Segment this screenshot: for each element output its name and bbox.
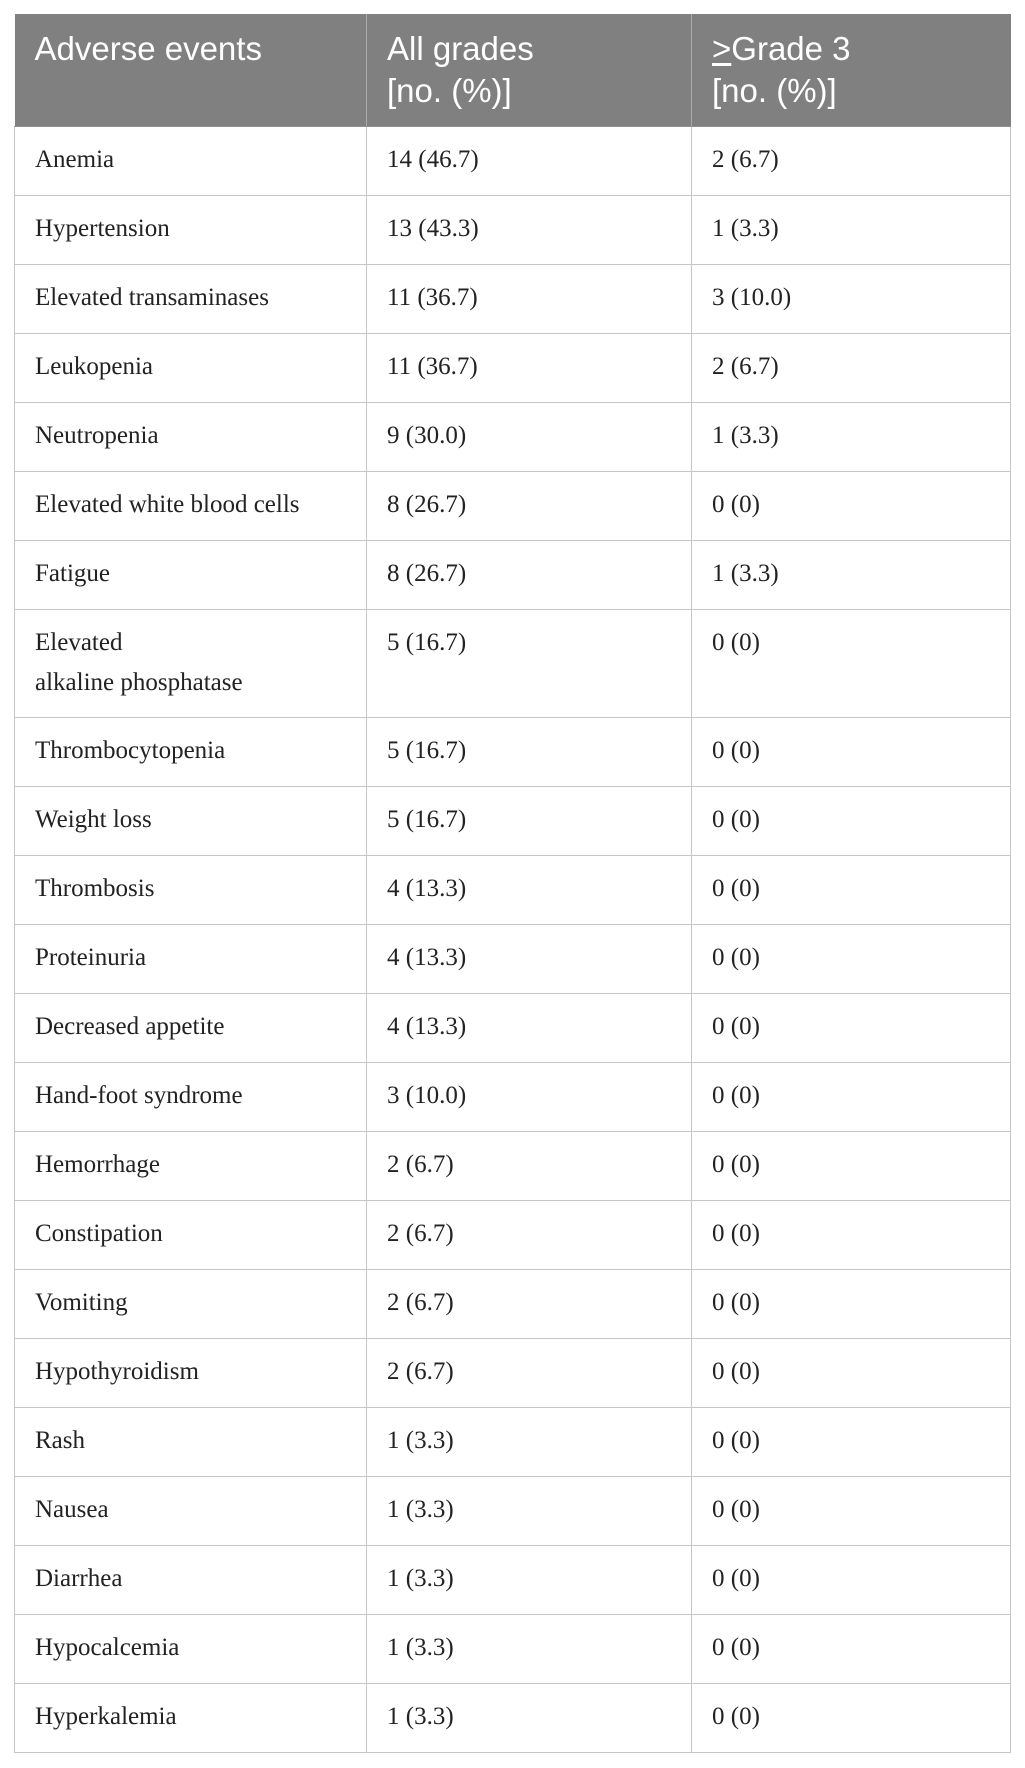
adverse-event-name: Hypothyroidism [35, 1358, 199, 1385]
table-row [15, 856, 1011, 925]
adverse-event-name: Neutropenia [35, 422, 159, 449]
cell-grade-3: 2 (6.7) [692, 334, 1011, 403]
cell-grade-3: 0 (0) [692, 1270, 1011, 1339]
adverse-event-name: Hyperkalemia [35, 1703, 177, 1730]
cell-all-grades: 4 (13.3) [367, 856, 692, 925]
table-row [15, 1546, 1011, 1615]
header-grade-3-unit: [no. (%)] [712, 72, 837, 109]
table-row [15, 334, 1011, 403]
table-row [15, 1477, 1011, 1546]
cell-grade-3: 0 (0) [692, 1408, 1011, 1477]
cell-grade-3: 1 (3.3) [692, 403, 1011, 472]
cell-grade-3: 0 (0) [692, 1684, 1011, 1753]
cell-grade-3: 0 (0) [692, 787, 1011, 856]
cell-adverse-event [15, 1477, 367, 1546]
adverse-event-name: Fatigue [35, 560, 110, 587]
cell-grade-3: 0 (0) [692, 1339, 1011, 1408]
cell-all-grades: 2 (6.7) [367, 1270, 692, 1339]
table-row [15, 541, 1011, 610]
adverse-event-name: Hypocalcemia [35, 1634, 180, 1661]
table-row [15, 403, 1011, 472]
adverse-event-name: Elevated [35, 629, 123, 656]
cell-all-grades: 3 (10.0) [367, 1063, 692, 1132]
cell-adverse-event [15, 787, 367, 856]
adverse-event-name: Hypertension [35, 215, 170, 242]
cell-adverse-event [15, 1408, 367, 1477]
cell-adverse-event [15, 1615, 367, 1684]
table-row [15, 1270, 1011, 1339]
cell-adverse-event [15, 1063, 367, 1132]
table-row [15, 1063, 1011, 1132]
cell-adverse-event [15, 334, 367, 403]
cell-adverse-event [15, 1201, 367, 1270]
table-row [15, 1339, 1011, 1408]
cell-grade-3: 0 (0) [692, 1477, 1011, 1546]
cell-all-grades: 2 (6.7) [367, 1339, 692, 1408]
cell-adverse-event [15, 1684, 367, 1753]
header-all-grades-label: All grades [387, 30, 534, 67]
cell-grade-3: 0 (0) [692, 925, 1011, 994]
table-row [15, 718, 1011, 787]
adverse-event-name: Anemia [35, 146, 115, 173]
adverse-event-name: Hand-foot syndrome [35, 1082, 243, 1109]
adverse-event-name: Thrombosis [35, 875, 155, 902]
table-row [15, 196, 1011, 265]
table-row [15, 1132, 1011, 1201]
cell-all-grades: 1 (3.3) [367, 1684, 692, 1753]
cell-adverse-event [15, 994, 367, 1063]
cell-all-grades: 2 (6.7) [367, 1132, 692, 1201]
adverse-event-name: alkaline phosphatase [35, 669, 243, 696]
cell-adverse-event [15, 925, 367, 994]
cell-all-grades: 2 (6.7) [367, 1201, 692, 1270]
cell-adverse-event [15, 856, 367, 925]
adverse-event-name: Vomiting [35, 1289, 128, 1316]
cell-adverse-event [15, 403, 367, 472]
adverse-event-name: Hemorrhage [35, 1151, 160, 1178]
header-row [15, 14, 1011, 127]
cell-all-grades: 8 (26.7) [367, 472, 692, 541]
cell-grade-3: 0 (0) [692, 1201, 1011, 1270]
cell-all-grades: 4 (13.3) [367, 994, 692, 1063]
table-body [15, 127, 1011, 1753]
cell-adverse-event [15, 1270, 367, 1339]
cell-all-grades: 9 (30.0) [367, 403, 692, 472]
cell-all-grades: 11 (36.7) [367, 334, 692, 403]
cell-adverse-event [15, 1132, 367, 1201]
cell-all-grades: 1 (3.3) [367, 1477, 692, 1546]
cell-grade-3: 0 (0) [692, 472, 1011, 541]
cell-adverse-event [15, 1546, 367, 1615]
cell-grade-3: 2 (6.7) [692, 127, 1011, 196]
adverse-event-name: Nausea [35, 1496, 109, 1523]
adverse-event-name: Leukopenia [35, 353, 154, 380]
cell-adverse-event [15, 127, 367, 196]
adverse-events-table [14, 14, 1011, 1753]
cell-all-grades: 14 (46.7) [367, 127, 692, 196]
cell-all-grades: 1 (3.3) [367, 1546, 692, 1615]
cell-grade-3: 1 (3.3) [692, 196, 1011, 265]
table-row [15, 472, 1011, 541]
cell-grade-3: 0 (0) [692, 1546, 1011, 1615]
cell-all-grades: 5 (16.7) [367, 787, 692, 856]
header-all-grades [367, 14, 692, 127]
adverse-event-name: Thrombocytopenia [35, 737, 226, 764]
table-row [15, 127, 1011, 196]
header-grade-3 [692, 14, 1011, 127]
header-all-grades-unit: [no. (%)] [387, 72, 512, 109]
cell-adverse-event [15, 472, 367, 541]
cell-adverse-event [15, 541, 367, 610]
adverse-events-table-container [14, 14, 1010, 1753]
cell-adverse-event [15, 718, 367, 787]
adverse-event-name: Elevated white blood cells [35, 491, 300, 518]
cell-all-grades: 1 (3.3) [367, 1615, 692, 1684]
adverse-event-name: Diarrhea [35, 1565, 123, 1592]
adverse-event-name: Decreased appetite [35, 1013, 225, 1040]
cell-all-grades: 11 (36.7) [367, 265, 692, 334]
cell-adverse-event [15, 1339, 367, 1408]
cell-grade-3: 0 (0) [692, 1063, 1011, 1132]
adverse-event-name: Elevated transaminases [35, 284, 269, 311]
cell-grade-3: 0 (0) [692, 718, 1011, 787]
adverse-event-name: Constipation [35, 1220, 163, 1247]
table-row [15, 610, 1011, 718]
cell-all-grades: 13 (43.3) [367, 196, 692, 265]
table-row [15, 265, 1011, 334]
adverse-event-name: Proteinuria [35, 944, 147, 971]
table-header [15, 14, 1011, 127]
cell-all-grades: 4 (13.3) [367, 925, 692, 994]
cell-grade-3: 0 (0) [692, 1132, 1011, 1201]
cell-all-grades: 8 (26.7) [367, 541, 692, 610]
cell-adverse-event [15, 265, 367, 334]
header-adverse-events [15, 14, 367, 127]
table-row [15, 1408, 1011, 1477]
cell-grade-3: 0 (0) [692, 1615, 1011, 1684]
cell-grade-3: 1 (3.3) [692, 541, 1011, 610]
adverse-event-name: Weight loss [35, 806, 152, 833]
cell-grade-3: 0 (0) [692, 610, 1011, 718]
cell-adverse-event [15, 610, 367, 718]
table-row [15, 1684, 1011, 1753]
header-grade-3-label: >Grade 3 [712, 30, 851, 67]
table-row [15, 787, 1011, 856]
table-row [15, 1615, 1011, 1684]
table-row [15, 1201, 1011, 1270]
cell-grade-3: 3 (10.0) [692, 265, 1011, 334]
cell-all-grades: 1 (3.3) [367, 1408, 692, 1477]
cell-all-grades: 5 (16.7) [367, 718, 692, 787]
table-row [15, 925, 1011, 994]
cell-grade-3: 0 (0) [692, 856, 1011, 925]
cell-all-grades: 5 (16.7) [367, 610, 692, 718]
adverse-event-name: Rash [35, 1427, 85, 1454]
table-row [15, 994, 1011, 1063]
cell-adverse-event [15, 196, 367, 265]
cell-grade-3: 0 (0) [692, 994, 1011, 1063]
header-adverse-events-label: Adverse events [34, 30, 262, 67]
